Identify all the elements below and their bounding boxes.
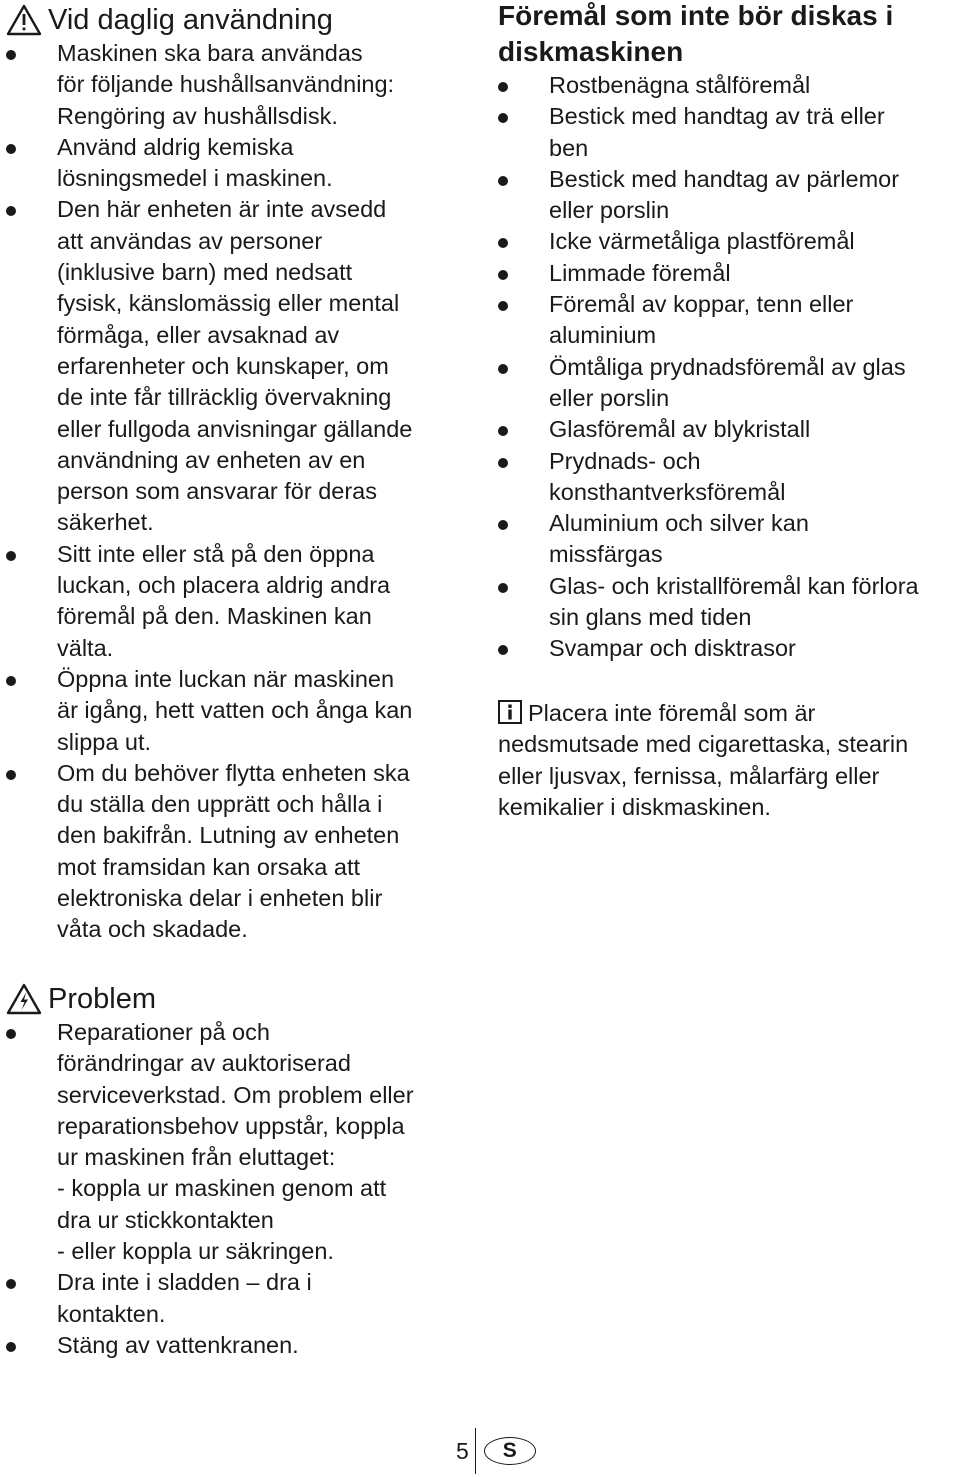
list-item-line: välta. [57, 634, 114, 661]
country-code-badge: S [484, 1437, 536, 1465]
daily-use-heading [6, 2, 476, 38]
list-item-line: ben [549, 134, 589, 161]
list-item [498, 258, 960, 289]
list-item-line: eller porslin [549, 197, 670, 224]
list-item-line: elektroniska delar i enheten blir [57, 885, 383, 912]
list-item [6, 1267, 476, 1330]
list-item-line: Rengöring av hushållsdisk. [57, 102, 338, 129]
list-item [498, 164, 960, 227]
list-item-line: är igång, hett vatten och ånga kan [57, 697, 413, 724]
list-item-line: - eller koppla ur säkringen. [57, 1238, 334, 1265]
list-item-line: Prydnads- och [549, 447, 701, 474]
list-item-line: erfarenheter och kunskaper, om [57, 352, 389, 379]
list-item-line: Bestick med handtag av pärlemor [549, 165, 900, 192]
list-item [498, 508, 960, 571]
list-item-line: lösningsmedel i maskinen. [57, 165, 333, 192]
list-item [498, 289, 960, 352]
list-item-line: mot framsidan kan orsaka att [57, 853, 361, 880]
list-item-line: serviceverkstad. Om problem eller [57, 1081, 414, 1108]
warning-triangle-icon [6, 4, 42, 36]
info-note-line: eller ljusvax, fernissa, målarfärg eller [498, 762, 880, 789]
daily-use-list [6, 38, 476, 946]
page-number: 5 [456, 1437, 469, 1464]
list-item-line: Maskinen ska bara användas [57, 40, 363, 66]
list-item-line: eller porslin [549, 384, 670, 411]
list-item [498, 352, 960, 415]
list-item [498, 633, 960, 664]
list-item-line: fysisk, känslomässig eller mental [57, 290, 400, 317]
list-item-line: Öppna inte luckan när maskinen [57, 665, 395, 692]
not-dishwasher-heading: Föremål som inte bör diskas i diskmaskinen [498, 0, 894, 67]
daily-use-section [6, 2, 476, 946]
list-item-line: reparationsbehov uppstår, koppla [57, 1112, 405, 1139]
info-note-line [498, 698, 960, 729]
list-item [6, 38, 476, 132]
list-item [498, 571, 960, 634]
list-item [498, 101, 960, 164]
list-item-line: Aluminium och silver kan [549, 510, 809, 537]
not-dishwasher-section [498, 0, 960, 665]
list-item-line: Den här enheten är inte avsedd [57, 196, 387, 223]
list-item-line: Reparationer på och [57, 1019, 270, 1045]
info-note-text [498, 698, 960, 823]
info-icon [498, 700, 522, 724]
list-item-line: Stäng av vattenkranen. [57, 1331, 299, 1358]
list-item-line: Om du behöver flytta enheten ska [57, 759, 410, 786]
list-item-line: Glas- och kristallföremål kan förlora [549, 572, 919, 599]
list-item-line: (inklusive barn) med nedsatt [57, 259, 353, 286]
list-item-line: våta och skadade. [57, 916, 248, 943]
footer-divider [475, 1428, 476, 1474]
list-item-line: för följande hushållsanvändning: [57, 71, 395, 98]
list-item-line: Svampar och disktrasor [549, 635, 796, 662]
list-item-line: aluminium [549, 322, 657, 349]
info-note [498, 698, 960, 823]
problem-section [6, 981, 476, 1361]
info-note-first-text: Placera inte föremål som är [528, 700, 816, 726]
list-item-line: Glasföremål av blykristall [549, 416, 811, 443]
not-dishwasher-list [498, 70, 960, 665]
problem-title: Problem [48, 983, 156, 1015]
problem-list [6, 1017, 476, 1361]
list-item-line: Ömtåliga prydnadsföremål av glas [549, 353, 906, 380]
list-item [6, 758, 476, 946]
list-item-line: eller fullgoda anvisningar gällande [57, 415, 413, 442]
list-item [498, 414, 960, 445]
list-item-line: luckan, och placera aldrig andra [57, 572, 391, 599]
list-item [498, 446, 960, 509]
list-item [6, 539, 476, 664]
list-item [6, 664, 476, 758]
list-item-line: du ställa den upprätt och hålla i [57, 791, 383, 818]
list-item-line: Bestick med handtag av trä eller [549, 103, 885, 130]
list-item-line: kontakten. [57, 1300, 166, 1327]
list-item-line: förmåga, eller avsaknad av [57, 321, 340, 348]
list-item [6, 194, 476, 538]
list-item-line: missfärgas [549, 541, 663, 568]
list-item-line: Rostbenägna stålföremål [549, 72, 811, 98]
list-item-line: Limmade föremål [549, 259, 731, 286]
list-item-line: Icke värmetåliga plastföremål [549, 228, 855, 255]
list-item-line: att användas av personer [57, 227, 323, 254]
list-item [6, 132, 476, 195]
problem-heading [6, 981, 476, 1017]
list-item-line: Använd aldrig kemiska [57, 133, 294, 160]
list-item-line: slippa ut. [57, 728, 152, 755]
list-item-line: förändringar av auktoriserad [57, 1050, 351, 1077]
list-item-line: dra ur stickkontakten [57, 1206, 274, 1233]
list-item-line: säkerhet. [57, 509, 154, 536]
list-item-line: ur maskinen från eluttaget: [57, 1144, 336, 1171]
electric-hazard-icon [6, 983, 42, 1015]
list-item-line: Föremål av koppar, tenn eller [549, 291, 854, 318]
list-item-line: Dra inte i sladden – dra i [57, 1269, 312, 1296]
list-item-line: Sitt inte eller stå på den öppna [57, 540, 375, 567]
list-item-line: föremål på den. Maskinen kan [57, 603, 372, 630]
list-item-line: den bakifrån. Lutning av enheten [57, 822, 400, 849]
list-item [6, 1017, 476, 1267]
list-item-line: konsthantverksföremål [549, 478, 786, 505]
list-item [498, 226, 960, 257]
page-footer [456, 1428, 536, 1474]
info-note-line: nedsmutsade med cigarettaska, stearin [498, 731, 909, 758]
list-item-line: person som ansvarar för deras [57, 478, 378, 505]
list-item-line: användning av enheten av en [57, 446, 366, 473]
list-item [6, 1330, 476, 1361]
list-item-line: de inte får tillräcklig övervakning [57, 384, 392, 411]
daily-use-title: Vid daglig användning [48, 4, 333, 36]
list-item-line: sin glans med tiden [549, 604, 752, 631]
list-item-line: - koppla ur maskinen genom att [57, 1175, 387, 1202]
info-note-line: kemikalier i diskmaskinen. [498, 793, 771, 820]
list-item [498, 70, 960, 101]
